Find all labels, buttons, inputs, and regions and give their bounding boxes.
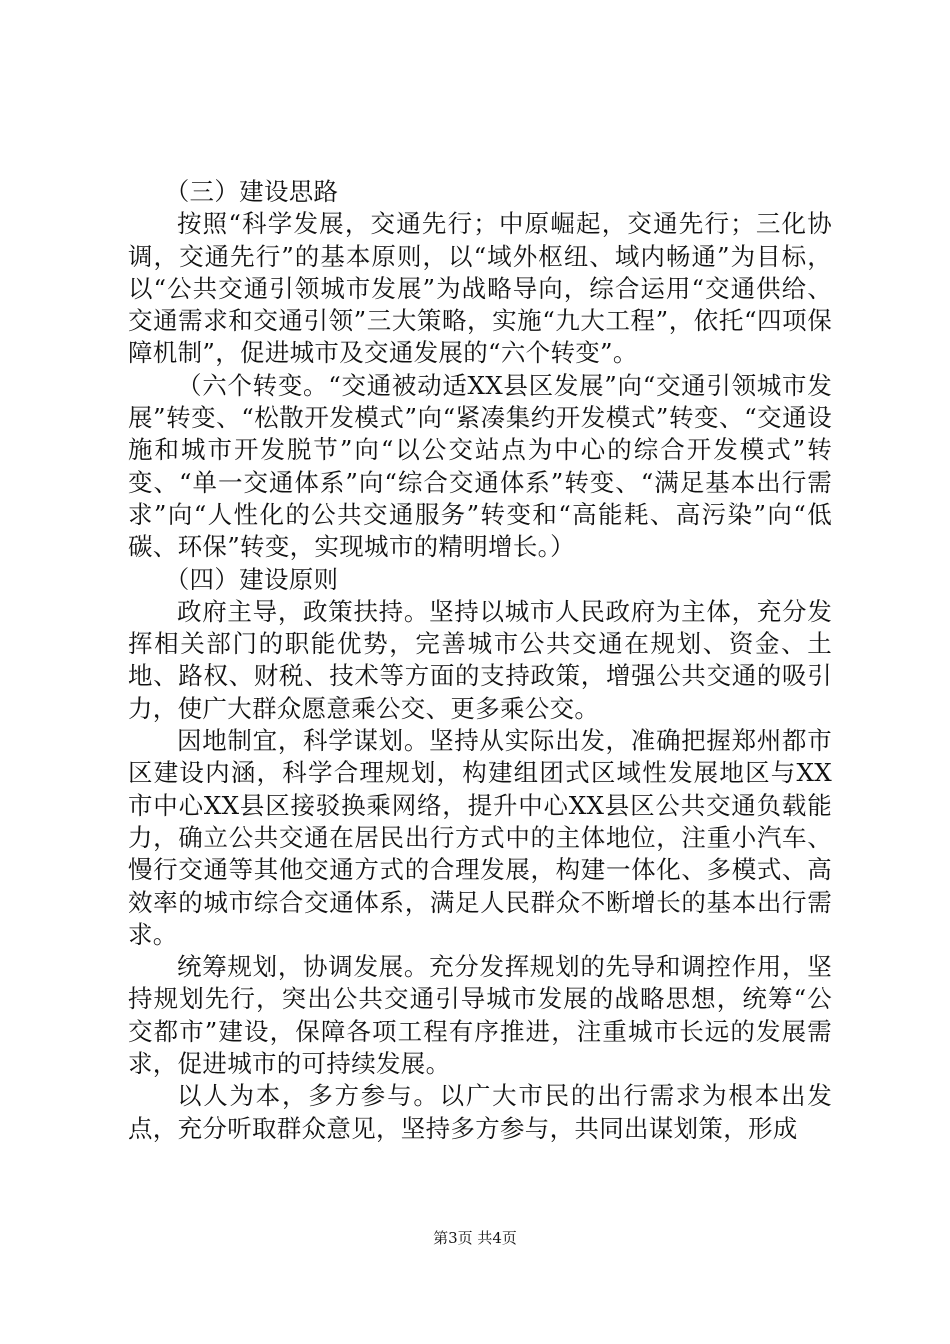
document-body — [128, 176, 832, 1145]
paragraph-approach-body: 按照“科学发展，交通先行；中原崛起，交通先行；三化协调，交通先行”的基本原则，以“域外枢纽、域内畅通”为目标，以“公共交通引领城市发展”为战略导向，综合运用“交通供给、交通需求和交通引领”三大策略，实施“九大工程”，依托“四项保障机制”，促进城市及交通发展的“六个转变”。 — [128, 209, 832, 368]
paragraph-people-oriented: 以人为本，多方参与。以广大市民的出行需求为根本出发点，充分听取群众意见，坚持多方参与，共同出谋划策，形成 — [128, 1081, 832, 1143]
paragraph-government-led: 政府主导，政策扶持。坚持以城市人民政府为主体，充分发挥相关部门的职能优势，完善城市公共交通在规划、资金、土地、路权、财税、技术等方面的支持政策，增强公共交通的吸引力，使广大群众愿意乘公交、更多乘公交。 — [128, 596, 832, 723]
paragraph-overall-planning: 统筹规划，协调发展。充分发挥规划的先导和调控作用，坚持规划先行，突出公共交通引导城市发展的战略思想，统筹“公交都市”建设，保障各项工程有序推进，注重城市长远的发展需求，促进城市的可持续发展。 — [128, 952, 833, 1079]
page-number-footer: 第3页 共4页 — [433, 1229, 517, 1247]
section-heading-construction-principles: （四）建设原则 — [164, 564, 339, 594]
paragraph-local-conditions: 因地制宜，科学谋划。坚持从实际出发，准确把握郑州都市区建设内涵，科学合理规划，构建组团式区域性发展地区与XX市中心XX县区接驳换乘网络，提升中心XX县区公共交通负载能力，确立公共交通在居民出行方式中的主体地位，注重小汽车、慢行交通等其他交通方式的合理发展，构建一体化、多模式、高效率的城市综合交通体系，满足人民群众不断增长的基本出行需求。 — [128, 726, 832, 949]
paragraph-six-transformations: （六个转变。“交通被动适XX县区发展”向“交通引领城市发展”转变、“松散开发模式”向“紧凑集约开发模式”转变、“交通设施和城市开发脱节”向“以公交站点为中心的综合开发模式”转变、“单一交通体系”向“综合交通体系”转变、“满足基本出行需求”向“人性化的公共交通服务”转变和“高能耗、高污染”向“低碳、环保”转变，实现城市的精明增长。） — [128, 370, 832, 562]
section-heading-construction-approach: （三）建设思路 — [164, 177, 339, 206]
